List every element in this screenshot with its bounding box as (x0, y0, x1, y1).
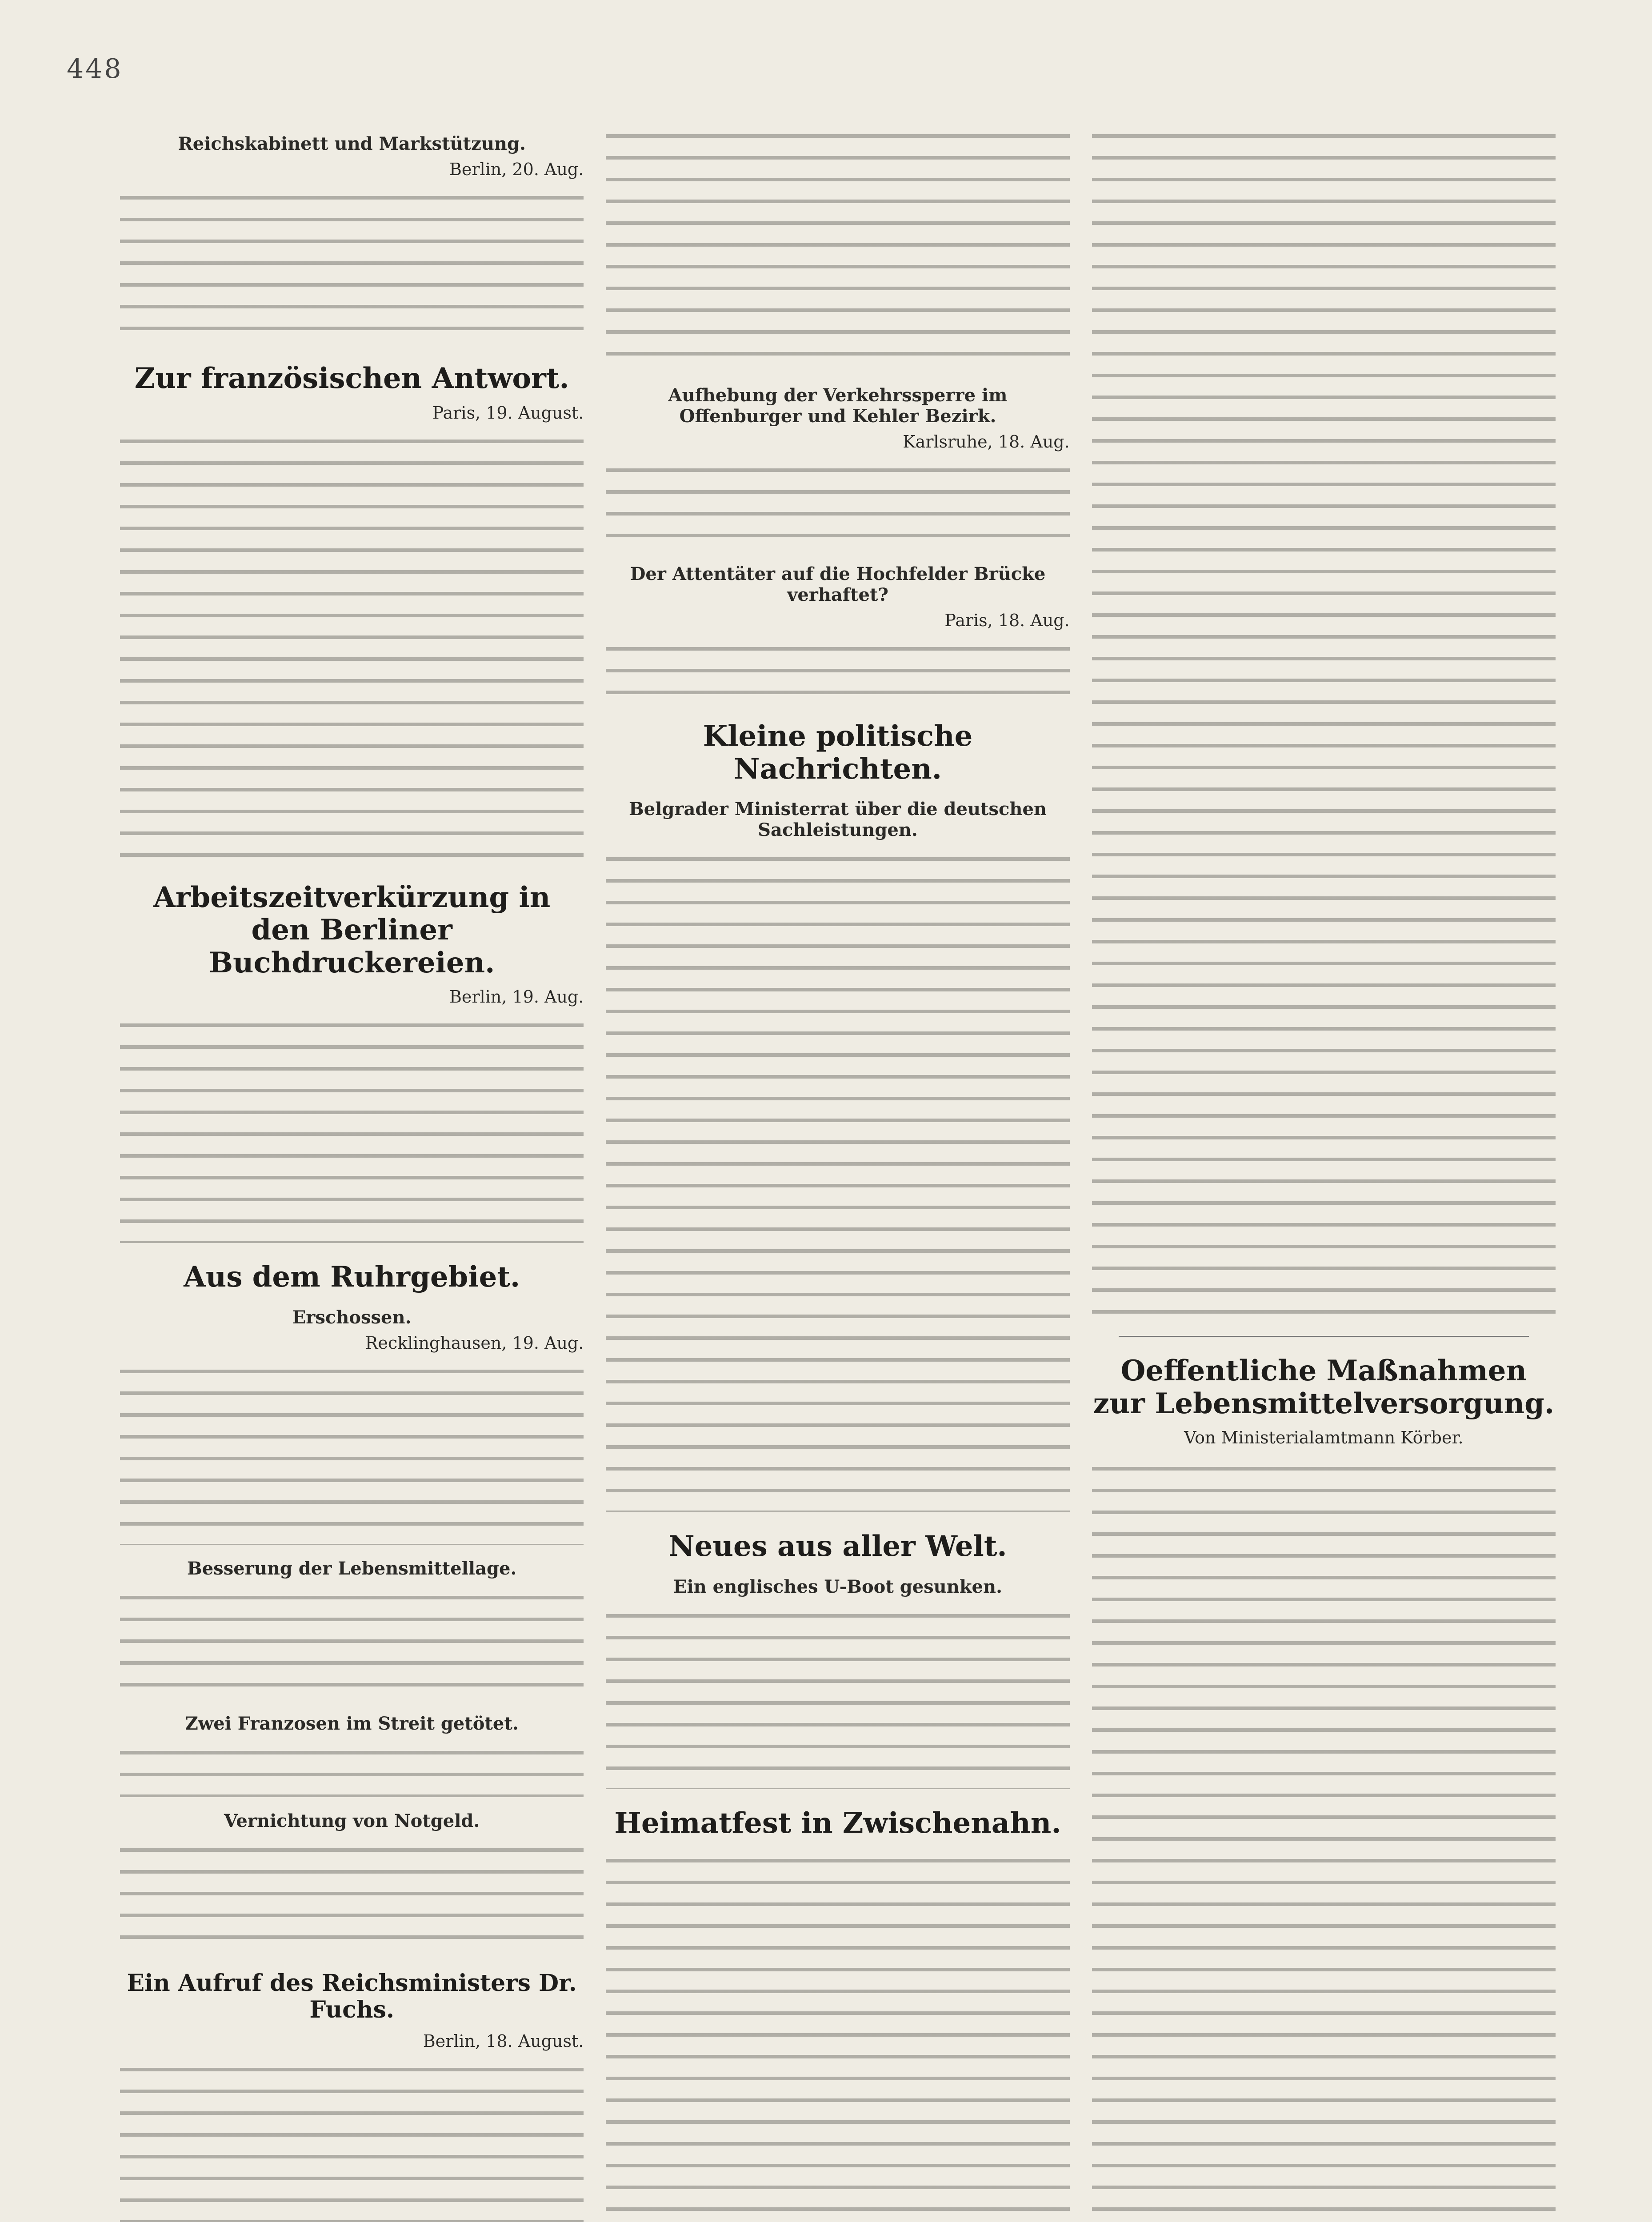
newspaper-columns (120, 120, 1556, 2222)
illegible-text (120, 2056, 584, 2222)
headline-heimatfest: Heimatfest in Zwischenahn. (614, 1806, 1061, 1840)
dateline-recklinghausen: Recklinghausen, 19. Aug. (365, 1333, 584, 1353)
dateline-paris-19: Paris, 19. August. (432, 403, 584, 423)
illegible-text (120, 428, 584, 863)
illegible-text (606, 635, 1069, 702)
illegible-text (1092, 1455, 1556, 2211)
illegible-text (120, 1739, 584, 1797)
illegible-text (606, 457, 1069, 550)
dateline-berlin-19: Berlin, 19. Aug. (449, 987, 584, 1007)
dateline-karlsruhe: Karlsruhe, 18. Aug. (903, 432, 1070, 452)
headline-arbeitszeitverkuerzung: Arbeitszeitverkürzung in den Berliner Buchdruckereien. (153, 880, 551, 979)
illegible-text (1092, 123, 1556, 1323)
headline-neues-aus-aller-welt: Neues aus aller Welt. (668, 1530, 1007, 1563)
column-2 (606, 120, 1069, 2222)
page-number: 448 (67, 53, 123, 84)
illegible-text (606, 846, 1069, 1512)
headline-kleine-nachrichten: Kleine politische Nachrichten. (703, 719, 973, 786)
headline-verkehrssperre: Aufhebung der Verkehrssperre im Offenburger und Kehler Bezirk. (668, 385, 1008, 427)
byline-koerber: Von Ministerialamtmann Körber. (1184, 1428, 1464, 1448)
section-divider (1119, 1336, 1529, 1337)
dateline-berlin-20: Berlin, 20. Aug. (449, 160, 584, 179)
subhead-erschossen: Erschossen. (292, 1307, 412, 1328)
subhead-lebensmittellage: Besserung der Lebensmittellage. (187, 1558, 517, 1579)
subhead-uboot: Ein englisches U-Boot gesunken. (673, 1576, 1003, 1597)
illegible-text (120, 1012, 584, 1243)
dateline-berlin-18: Berlin, 18. August. (423, 2031, 584, 2051)
subhead-attentaeter: Der Attentäter auf die Hochfelder Brücke verhaftet? (630, 563, 1046, 605)
illegible-text (606, 123, 1069, 372)
subhead-notgeld: Vernichtung von Notgeld. (224, 1810, 480, 1831)
illegible-text (120, 1358, 584, 1545)
illegible-text (120, 1837, 584, 1952)
headline-franzoesische-antwort: Zur französischen Antwort. (134, 362, 569, 395)
headline-oeffentliche-massnahmen: Oeffentliche Maßnahmen zur Lebensmittelversorgung. (1093, 1354, 1555, 1420)
column-3 (1092, 120, 1556, 2222)
dateline-paris-18: Paris, 18. Aug. (944, 611, 1070, 630)
column-1 (120, 120, 584, 2222)
headline-ruhrgebiet: Aus dem Ruhrgebiet. (184, 1260, 520, 1294)
subhead-franzosen-streit: Zwei Franzosen im Streit getötet. (185, 1713, 519, 1734)
illegible-text (606, 1847, 1069, 2222)
headline-aufruf-fuchs: Ein Aufruf des Reichsministers Dr. Fuchs. (127, 1969, 577, 2023)
illegible-text (120, 184, 584, 344)
illegible-text (606, 1603, 1069, 1789)
headline-reichskabinett: Reichskabinett und Markstützung. (178, 133, 526, 154)
illegible-text (120, 1584, 584, 1700)
subhead-belgrader-ministerrat: Belgrader Ministerrat über die deutschen Sachleistungen. (628, 799, 1047, 841)
